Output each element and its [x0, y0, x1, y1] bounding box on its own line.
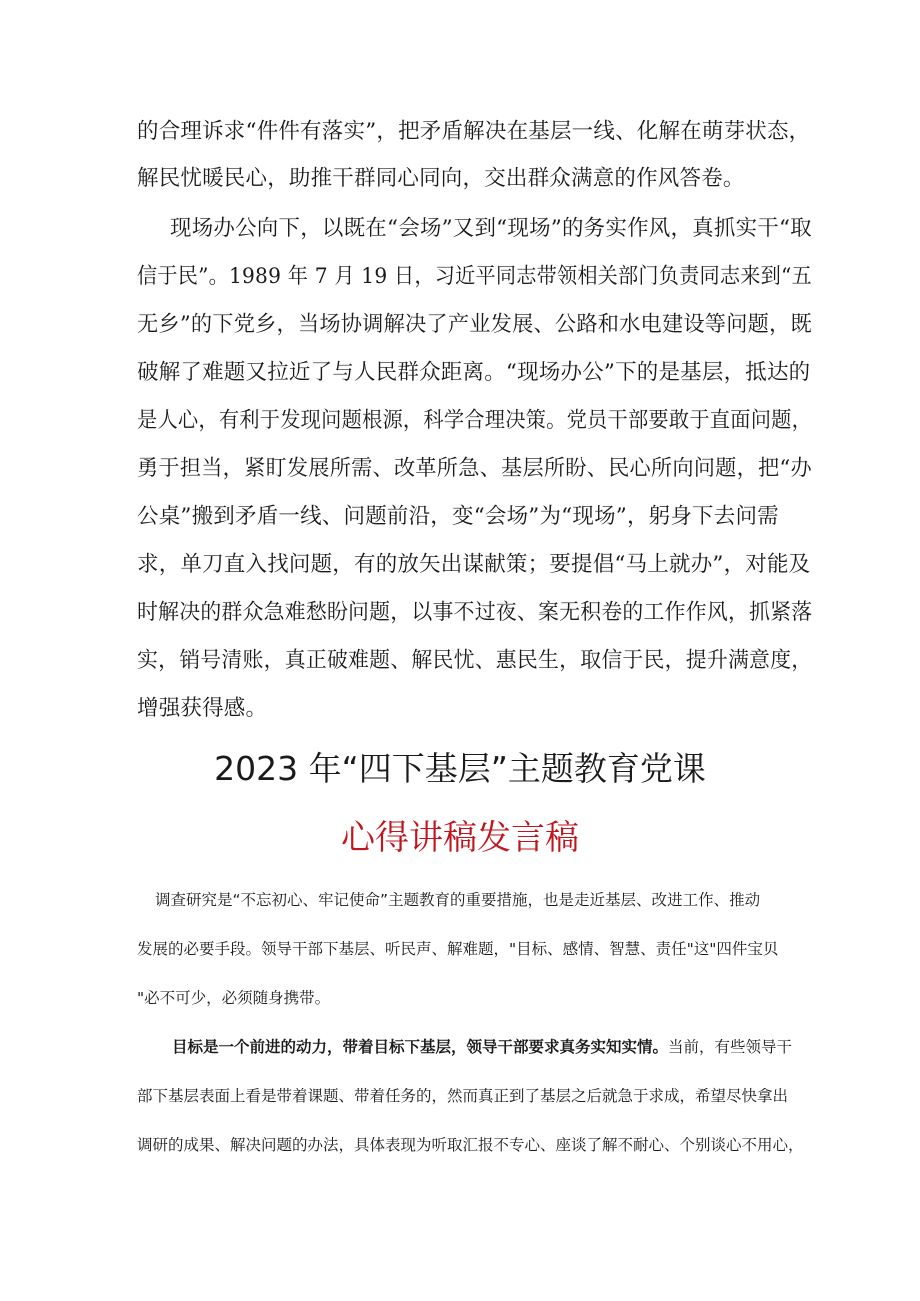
text-line: 调研的成果、解决问题的办法，具体表现为听取汇报不专心、座谈了解不耐心、个别谈心不用心，: [137, 1136, 804, 1154]
lead-continuation: 当前，有些领导干: [668, 1038, 793, 1056]
text-line: 的合理诉求“件件有落实”，把矛盾解决在基层一线、化解在萌芽状态，: [137, 119, 811, 144]
text-line: 勇于担当，紧盯发展所需、改革所急、基层所盼、民心所向问题，把“办: [137, 456, 812, 481]
text-line: 解民忧暖民心，助推干群同心同向，交出群众满意的作风答卷。: [137, 166, 745, 191]
text-line: 部下基层表面上看是带着课题、带着任务的，然而真正到了基层之后就急于求成，希望尽快拿出: [137, 1087, 789, 1105]
text-line: 公桌”搬到矛盾一线、问题前沿，变“会场”为“现场”，躬身下去问需: [137, 504, 779, 529]
text-line: 无乡”的下党乡，当场协调解决了产业发展、公路和水电建设等问题，既: [137, 312, 812, 337]
text-line: 实，销号清账，真正破难题、解民忧、惠民生，取信于民，提升满意度，: [137, 648, 813, 673]
text-line: 信于民”。1989 年 7 月 19 日，习近平同志带领相关部门负责同志来到“五: [137, 264, 812, 289]
text-line: "必不可少，必须随身携带。: [137, 989, 331, 1007]
text-line: 现场办公向下，以既在“会场”又到“现场”的务实作风，真抓实干“取: [170, 216, 812, 241]
text-line: 发展的必要手段。领导干部下基层、听民声、解难题，"目标、感情、智慧、责任"这"四件宝贝: [137, 940, 779, 958]
bold-lead-sentence: 目标是一个前进的动力，带着目标下基层，领导干部要求真务实知实情。: [172, 1038, 669, 1056]
text-line: 是人心，有利于发现问题根源，科学合理决策。党员干部要敢于直面问题，: [137, 408, 813, 433]
text-line: [172, 1040, 792, 1056]
text-line: 增强获得感。: [137, 696, 268, 721]
text-line: 调查研究是“不忘初心、牢记使命”主题教育的重要措施，也是走近基层、改进工作、推动: [155, 891, 761, 909]
text-line: 时解决的群众急难愁盼问题，以事不过夜、案无积卷的工作作风，抓紧落: [137, 600, 813, 625]
document-title: 2023 年“四下基层”主题教育党课: [214, 749, 706, 788]
text-line: 求，单刀直入找问题，有的放矢出谋献策；要提倡“马上就办”，对能及: [137, 552, 811, 577]
text-line: 破解了难题又拉近了与人民群众距离。“现场办公”下的是基层，抵达的: [137, 360, 811, 385]
document-subtitle: 心得讲稿发言稿: [341, 818, 579, 858]
